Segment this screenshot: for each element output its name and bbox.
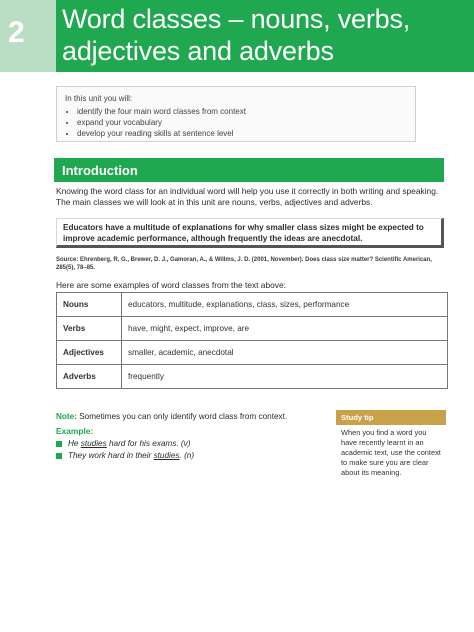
note-text: Sometimes you can only identify word class from context. bbox=[79, 412, 288, 421]
word-list-cell: have, might, expect, improve, are bbox=[122, 317, 448, 341]
table-row bbox=[57, 365, 448, 389]
examples-intro: Here are some examples of word classes from the text above: bbox=[56, 280, 286, 290]
objective-item: • expand your vocabulary bbox=[77, 117, 407, 128]
unit-objectives-intro: In this unit you will: bbox=[65, 94, 133, 103]
introduction-heading-bar bbox=[54, 158, 444, 182]
unit-objectives-list bbox=[65, 106, 407, 139]
square-bullet-icon bbox=[56, 453, 62, 459]
example-line-1 bbox=[56, 438, 190, 449]
unit-title-line-1: Word classes – nouns, verbs, bbox=[62, 4, 411, 34]
example-text: He bbox=[68, 439, 81, 448]
example-text: They work hard in their bbox=[68, 451, 154, 460]
example-underlined-word: studies bbox=[80, 439, 107, 448]
study-tip-body: When you find a word you have recently learnt in an academic text, use the context to make sure you are clear about its meaning. bbox=[341, 428, 441, 477]
unit-title-line-2: adjectives and adverbs bbox=[62, 36, 334, 66]
unit-header bbox=[0, 0, 474, 72]
word-list-cell: educators, multitude, explanations, class, sizes, performance bbox=[122, 293, 448, 317]
word-list-cell: smaller, academic, anecdotal bbox=[122, 341, 448, 365]
unit-title bbox=[62, 3, 410, 67]
note-label: Note: bbox=[56, 412, 77, 421]
example-text: . (n) bbox=[179, 451, 195, 460]
word-list-cell: frequently bbox=[122, 365, 448, 389]
table-row bbox=[57, 341, 448, 365]
word-class-cell: Adjectives bbox=[57, 341, 122, 365]
study-tip-box bbox=[336, 410, 446, 480]
example-underlined-word: studies bbox=[153, 451, 180, 460]
word-class-cell: Verbs bbox=[57, 317, 122, 341]
introduction-heading: Introduction bbox=[62, 163, 138, 178]
word-class-table bbox=[56, 292, 448, 389]
unit-number-box bbox=[0, 0, 56, 72]
word-class-cell: Nouns bbox=[57, 293, 122, 317]
example-text: hard for his exams. (v) bbox=[106, 439, 191, 448]
table-row bbox=[57, 293, 448, 317]
objective-item: • identify the four main word classes from context bbox=[77, 106, 407, 117]
quote-box: Educators have a multitude of explanations for why smaller class sizes might be expected to improve academic performance, although frequently the ideas are anecdotal. bbox=[56, 218, 444, 248]
unit-number: 2 bbox=[8, 16, 25, 49]
unit-objectives-panel bbox=[56, 86, 416, 142]
example-label: Example: bbox=[56, 426, 94, 436]
example-line-2 bbox=[56, 450, 194, 461]
word-class-cell: Adverbs bbox=[57, 365, 122, 389]
study-tip-heading: Study tip bbox=[336, 410, 446, 425]
note bbox=[56, 411, 287, 422]
objective-item: • develop your reading skills at sentence level bbox=[77, 128, 407, 139]
source-citation: Source: Ehrenberg, R. G., Brewer, D. J., Gamoran, A., & Willms, J. D. (2001, November). Does class size matter? Scientific American, 285(5), 78–85. bbox=[56, 257, 432, 271]
table-row bbox=[57, 317, 448, 341]
square-bullet-icon bbox=[56, 441, 62, 447]
introduction-paragraph: Knowing the word class for an individual word will help you use it correctly in both writing and speaking. The main classes we will look at in this unit are nouns, verbs, adjectives and adverbs. bbox=[56, 186, 439, 207]
